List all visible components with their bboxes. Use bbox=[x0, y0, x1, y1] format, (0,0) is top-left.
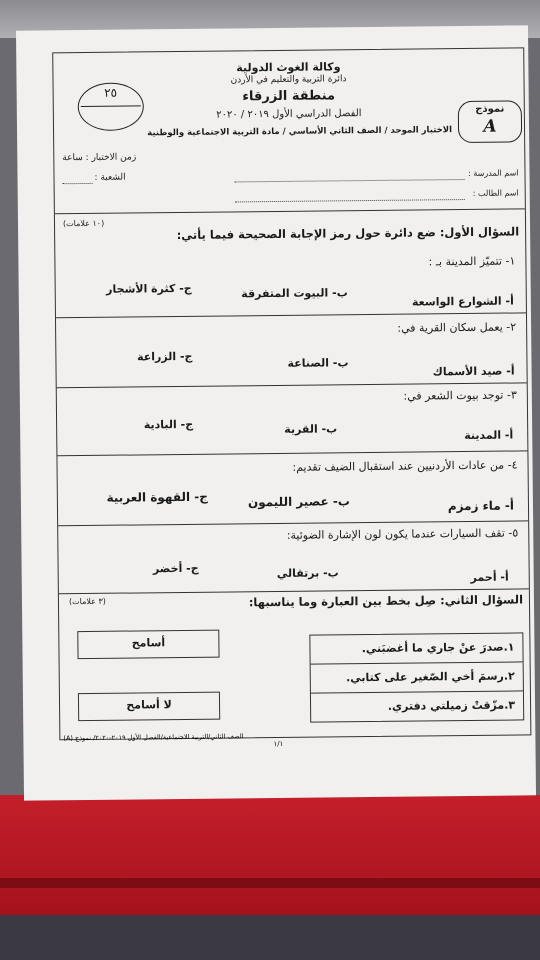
header-divider bbox=[55, 208, 525, 214]
q1-item5-text: ٥- تقف السيارات عندما يكون لون الإشارة الضوئية: bbox=[286, 526, 519, 542]
ministry-name: وكالة الغوث الدولية bbox=[236, 60, 341, 75]
q1-item1-opt-a[interactable]: أ- الشوارع الواسعة bbox=[411, 294, 514, 309]
q1-item1-opt-c[interactable]: ج- كثرة الأشجار bbox=[106, 281, 192, 296]
folder-seam bbox=[0, 878, 540, 888]
q1-item3-opt-c[interactable]: ج- البادية bbox=[143, 417, 194, 432]
model-letter: A bbox=[483, 116, 497, 137]
exam-time: زمن الاختبار : ساعة bbox=[62, 152, 137, 164]
semester-line: الفصل الدراسي الأول ٢٠١٩ / ٢٠٢٠ bbox=[216, 108, 362, 121]
q1-item3-divider bbox=[57, 450, 527, 456]
sentence-3: ٣.مزّقتْ زميلتي دفتري. bbox=[387, 698, 516, 713]
school-label: اسم المدرسة : bbox=[468, 168, 519, 178]
page-number: ١/١ bbox=[273, 739, 284, 749]
q1-item4-opt-a[interactable]: أ- ماء زمزم bbox=[447, 498, 515, 514]
answer-forgive: أسامح bbox=[131, 636, 166, 650]
floor bbox=[0, 915, 540, 960]
red-folder bbox=[0, 795, 540, 915]
q1-item2-divider bbox=[57, 382, 527, 388]
section-dots bbox=[63, 183, 93, 184]
q2-marks: (٣ علامات) bbox=[68, 596, 106, 607]
q1-item4-text: ٤- من عادات الأردنيين عند استقبال الضيف تقديم: bbox=[292, 458, 518, 474]
q1-item1-opt-b[interactable]: ب- البيوت المتفرقة bbox=[241, 286, 348, 301]
q1-item2-opt-c[interactable]: ج- الزراعة bbox=[136, 349, 193, 364]
q1-item2-text: ٢- يعمل سكان القرية في: bbox=[397, 320, 517, 335]
q1-item5-opt-a[interactable]: أ- أحمر bbox=[470, 570, 509, 584]
q1-item5-opt-c[interactable]: ج- أخضر bbox=[152, 561, 199, 576]
q1-item2-opt-b[interactable]: ب- الصناعة bbox=[287, 356, 349, 370]
sentence-2: ٢.رسمَ أخي الصّغير على كتابي. bbox=[346, 669, 515, 685]
q1-title: السؤال الأول: ضع دائرة حول رمز الإجابة الصحيحة فيما يأتي: bbox=[176, 224, 520, 243]
model-label: نموذج bbox=[475, 103, 505, 115]
exam-title: الاختبار الموحد / الصف الثاني الأساسي / مادة التربية الاجتماعية والوطنية bbox=[147, 125, 453, 139]
section-label: الشعبة : bbox=[94, 172, 126, 183]
answer-forgive-box[interactable] bbox=[77, 630, 219, 659]
q1-item3-text: ٣- توجد بيوت الشعر في: bbox=[403, 388, 517, 403]
footer-text: الصف الثاني/التربية الاجتماعية/الفصل الأول ٢٠١٩-٢٠٢٠/ نموذج (A) bbox=[63, 732, 244, 743]
q1-item2-opt-a[interactable]: أ- صيد الأسماك bbox=[432, 364, 515, 379]
student-label: اسم الطالب : bbox=[472, 188, 519, 198]
q2-title: السؤال الثاني: صِل بخط بين العبارة وما يناسبها: bbox=[248, 592, 524, 610]
sentence-divider-1 bbox=[311, 661, 523, 664]
q1-item1-text: ١- تتميّز المدينة بـ : bbox=[428, 254, 516, 269]
score-circle bbox=[78, 82, 144, 131]
exam-sheet bbox=[52, 47, 531, 743]
sentence-1: ١.صدرَ عنْ جاري ما أغضبَني. bbox=[361, 640, 515, 656]
q1-item1-divider bbox=[56, 312, 526, 318]
student-dots bbox=[235, 199, 465, 202]
q1-item5-opt-b[interactable]: ب- برتقالي bbox=[276, 566, 339, 580]
q1-marks: (١٠ علامات) bbox=[62, 218, 105, 229]
q1-item3-opt-a[interactable]: أ- المدينة bbox=[464, 428, 514, 443]
score-value: ٢٥ bbox=[104, 85, 118, 100]
sentence-divider-2 bbox=[311, 690, 523, 693]
q1-item4-divider bbox=[58, 520, 528, 526]
q1-item3-opt-b[interactable]: ب- القرية bbox=[284, 422, 338, 436]
exam-paper bbox=[16, 25, 536, 800]
answer-not-forgive-box[interactable] bbox=[78, 692, 220, 721]
q1-item4-opt-c[interactable]: ج- القهوة العربية bbox=[106, 489, 208, 505]
model-box bbox=[458, 100, 522, 143]
q1-item4-opt-b[interactable]: ب- عصير الليمون bbox=[247, 494, 351, 510]
answer-not-forgive: لا أسامح bbox=[126, 698, 172, 712]
department-name: دائرة التربية والتعليم في الأردن bbox=[230, 74, 347, 86]
school-dots bbox=[235, 179, 465, 182]
region-name: منطقة الزرقاء bbox=[242, 88, 336, 105]
sentences-box bbox=[309, 632, 524, 722]
